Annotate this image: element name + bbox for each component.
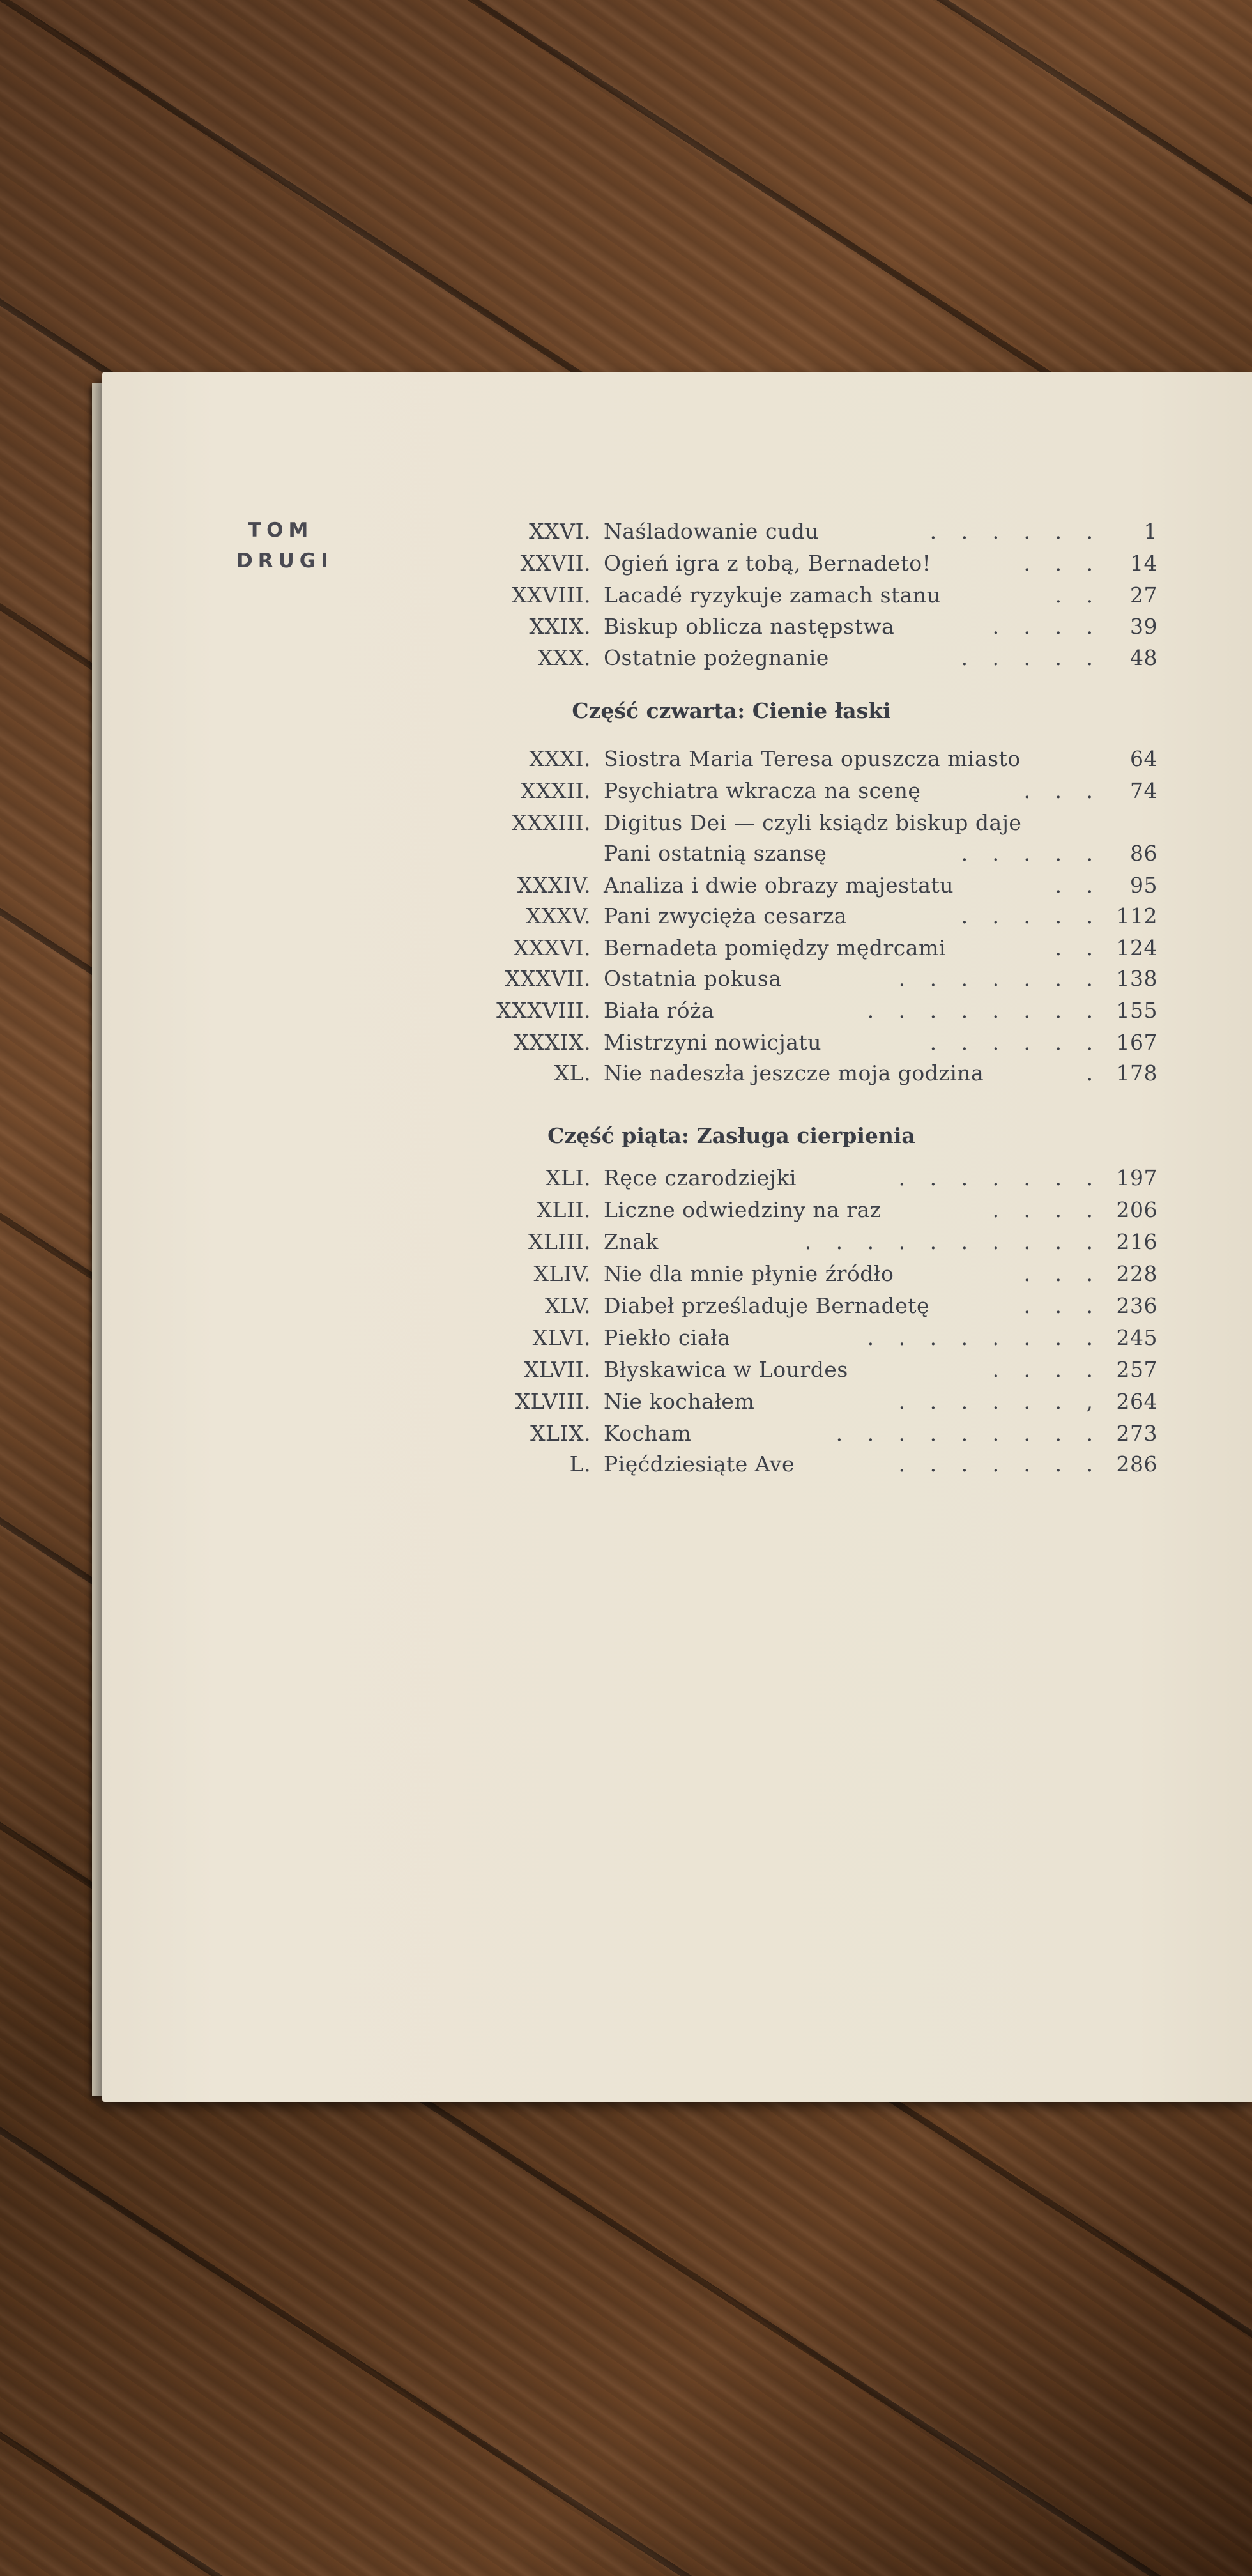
chapter-title: Analiza i dwie obrazy majestatu: [604, 873, 954, 898]
dot-leader: . . . . . . . . .: [836, 1421, 1102, 1446]
chapter-title: Ogień igra z tobą, Bernadeto!: [604, 551, 931, 576]
dot-leader: .: [1086, 1061, 1102, 1085]
chapter-number: XXX.: [538, 645, 591, 670]
page-number: 206: [1116, 1197, 1157, 1222]
chapter-title: Pani ostatnią szansę: [604, 841, 827, 866]
chapter-number: XXXVIII.: [496, 998, 591, 1023]
toc-entry: [0, 583, 1252, 613]
toc-entry: [0, 1293, 1252, 1324]
dot-leader: . . .: [1023, 551, 1102, 576]
toc-entry: [0, 614, 1252, 645]
dot-leader: . . . .: [992, 1357, 1102, 1382]
dot-leader: . . . . .: [961, 841, 1102, 866]
volume-label-line2: DRUGI: [236, 549, 333, 572]
toc-entry: [0, 645, 1252, 676]
dot-leader: . . . . . . ,: [898, 1389, 1102, 1414]
toc-entry: [0, 551, 1252, 581]
chapter-number: XXXIX.: [514, 1030, 591, 1055]
chapter-title: Lacadé ryzykuje zamach stanu: [604, 583, 941, 608]
dot-leader: . . . . . . . .: [867, 1325, 1102, 1350]
toc-entry: [0, 1061, 1252, 1091]
page-number: 228: [1116, 1261, 1157, 1286]
dot-leader: . . . . . .: [929, 519, 1102, 544]
part-four-heading: Część czwarta: Cienie łaski: [572, 698, 891, 723]
page-number: 167: [1116, 1030, 1157, 1055]
chapter-number: XLII.: [537, 1197, 591, 1222]
chapter-title: Nie nadeszła jeszcze moja godzina: [604, 1061, 984, 1085]
chapter-number: XLVII.: [524, 1357, 591, 1382]
chapter-number: XXXVII.: [505, 966, 591, 991]
chapter-title: Psychiatra wkracza na scenę: [604, 778, 921, 803]
toc-entry: [0, 998, 1252, 1029]
dot-leader: . . . . . . .: [898, 1165, 1102, 1190]
dot-leader: . . . . . . . .: [867, 998, 1102, 1023]
dot-leader: . .: [1055, 873, 1102, 898]
toc-entry: [0, 966, 1252, 997]
chapter-title: Siostra Maria Teresa opuszcza miasto: [604, 746, 1021, 771]
toc-entry: [0, 810, 1252, 841]
page-number: 245: [1116, 1325, 1157, 1350]
chapter-number: XLV.: [544, 1293, 591, 1318]
toc-entry: [0, 873, 1252, 903]
chapter-number: XLIV.: [533, 1261, 591, 1286]
dot-leader: . . .: [1023, 778, 1102, 803]
toc-entry: [0, 778, 1252, 809]
chapter-number: XLIII.: [528, 1229, 591, 1254]
chapter-number: XXXV.: [526, 903, 591, 928]
toc-entry: [0, 1030, 1252, 1061]
toc-entry: [0, 841, 1252, 871]
page-number: 86: [1130, 841, 1157, 866]
chapter-number: XXXVI.: [514, 935, 591, 960]
chapter-number: XLVIII.: [515, 1389, 591, 1414]
page-number: 273: [1116, 1421, 1157, 1446]
page-number: 236: [1116, 1293, 1157, 1318]
toc-entry: [0, 1325, 1252, 1356]
dot-leader: . . . . .: [961, 903, 1102, 928]
page-number: 155: [1116, 998, 1157, 1023]
page-number: 286: [1116, 1452, 1157, 1476]
dot-leader: . .: [1055, 583, 1102, 608]
dot-leader: . . . . . .: [929, 1030, 1102, 1055]
toc-entry: [0, 1229, 1252, 1260]
chapter-number: XXVII.: [520, 551, 591, 576]
volume-label-line1: TOM: [248, 519, 314, 542]
chapter-number: XXIX.: [529, 614, 591, 639]
page-number: 197: [1116, 1165, 1157, 1190]
page-number: 257: [1116, 1357, 1157, 1382]
page-number: 138: [1116, 966, 1157, 991]
part-five-heading: Część piąta: Zasługa cierpienia: [547, 1123, 915, 1148]
chapter-title: Liczne odwiedziny na raz: [604, 1197, 882, 1222]
chapter-title: Ręce czarodziejki: [604, 1165, 797, 1190]
toc-entry: [0, 1452, 1252, 1482]
chapter-number: XXXIV.: [517, 873, 591, 898]
toc-entry: [0, 1421, 1252, 1452]
chapter-title: Ostatnie pożegnanie: [604, 645, 829, 670]
chapter-title: Znak: [604, 1229, 659, 1254]
chapter-title: Pięćdziesiąte Ave: [604, 1452, 795, 1476]
page-number: 112: [1116, 903, 1157, 928]
dot-leader: . . . . . . . . . .: [804, 1229, 1102, 1254]
chapter-number: XXXIII.: [512, 810, 591, 835]
dot-leader: . . . . .: [961, 645, 1102, 670]
chapter-title: Mistrzyni nowicjatu: [604, 1030, 821, 1055]
toc-entry: [0, 1165, 1252, 1196]
dot-leader: . . . .: [992, 1197, 1102, 1222]
dot-leader: . . .: [1023, 1261, 1102, 1286]
toc-entry: [0, 746, 1252, 777]
chapter-title: Nie kochałem: [604, 1389, 755, 1414]
chapter-number: XLIX.: [530, 1421, 591, 1446]
page-number: 39: [1130, 614, 1157, 639]
chapter-title: Biskup oblicza następstwa: [604, 614, 895, 639]
chapter-title: Naśladowanie cudu: [604, 519, 820, 544]
dot-leader: . .: [1055, 935, 1102, 960]
page-number: 95: [1130, 873, 1157, 898]
chapter-title: Pani zwycięża cesarza: [604, 903, 848, 928]
toc-entry: [0, 1357, 1252, 1388]
page-number: 64: [1130, 746, 1157, 771]
page-number: 264: [1116, 1389, 1157, 1414]
page-number: 216: [1116, 1229, 1157, 1254]
toc-entry: [0, 1261, 1252, 1292]
toc-entry: [0, 519, 1252, 549]
chapter-number: XXVI.: [529, 519, 591, 544]
dot-leader: . . .: [1023, 1293, 1102, 1318]
page-number: 48: [1130, 645, 1157, 670]
chapter-number: L.: [569, 1452, 591, 1476]
page-number: 124: [1116, 935, 1157, 960]
chapter-number: XLVI.: [532, 1325, 591, 1350]
chapter-number: XL.: [554, 1061, 591, 1085]
dot-leader: . . . . . . .: [898, 1452, 1102, 1476]
chapter-title: Digitus Dei — czyli ksiądz biskup daje: [604, 810, 1022, 835]
page-number: 178: [1116, 1061, 1157, 1085]
chapter-number: XXXI.: [529, 746, 591, 771]
page-number: 27: [1130, 583, 1157, 608]
chapter-title: Diabeł prześladuje Bernadetę: [604, 1293, 930, 1318]
page-number: 74: [1130, 778, 1157, 803]
chapter-title: Kocham: [604, 1421, 692, 1446]
toc-entry: [0, 935, 1252, 966]
toc-entry: [0, 903, 1252, 934]
chapter-title: Piekło ciała: [604, 1325, 731, 1350]
chapter-title: Bernadeta pomiędzy mędrcami: [604, 935, 946, 960]
chapter-number: XXVIII.: [512, 583, 591, 608]
chapter-number: XLI.: [546, 1165, 591, 1190]
chapter-number: XXXII.: [520, 778, 591, 803]
page-number: 14: [1130, 551, 1157, 576]
toc-entry: [0, 1197, 1252, 1228]
page-number: 1: [1143, 519, 1157, 544]
chapter-title: Ostatnia pokusa: [604, 966, 782, 991]
dot-leader: . . . . . . .: [898, 966, 1102, 991]
dot-leader: . . . .: [992, 614, 1102, 639]
toc-entry: [0, 1389, 1252, 1420]
chapter-title: Nie dla mnie płynie źródło: [604, 1261, 894, 1286]
chapter-title: Błyskawica w Lourdes: [604, 1357, 848, 1382]
chapter-title: Biała róża: [604, 998, 715, 1023]
